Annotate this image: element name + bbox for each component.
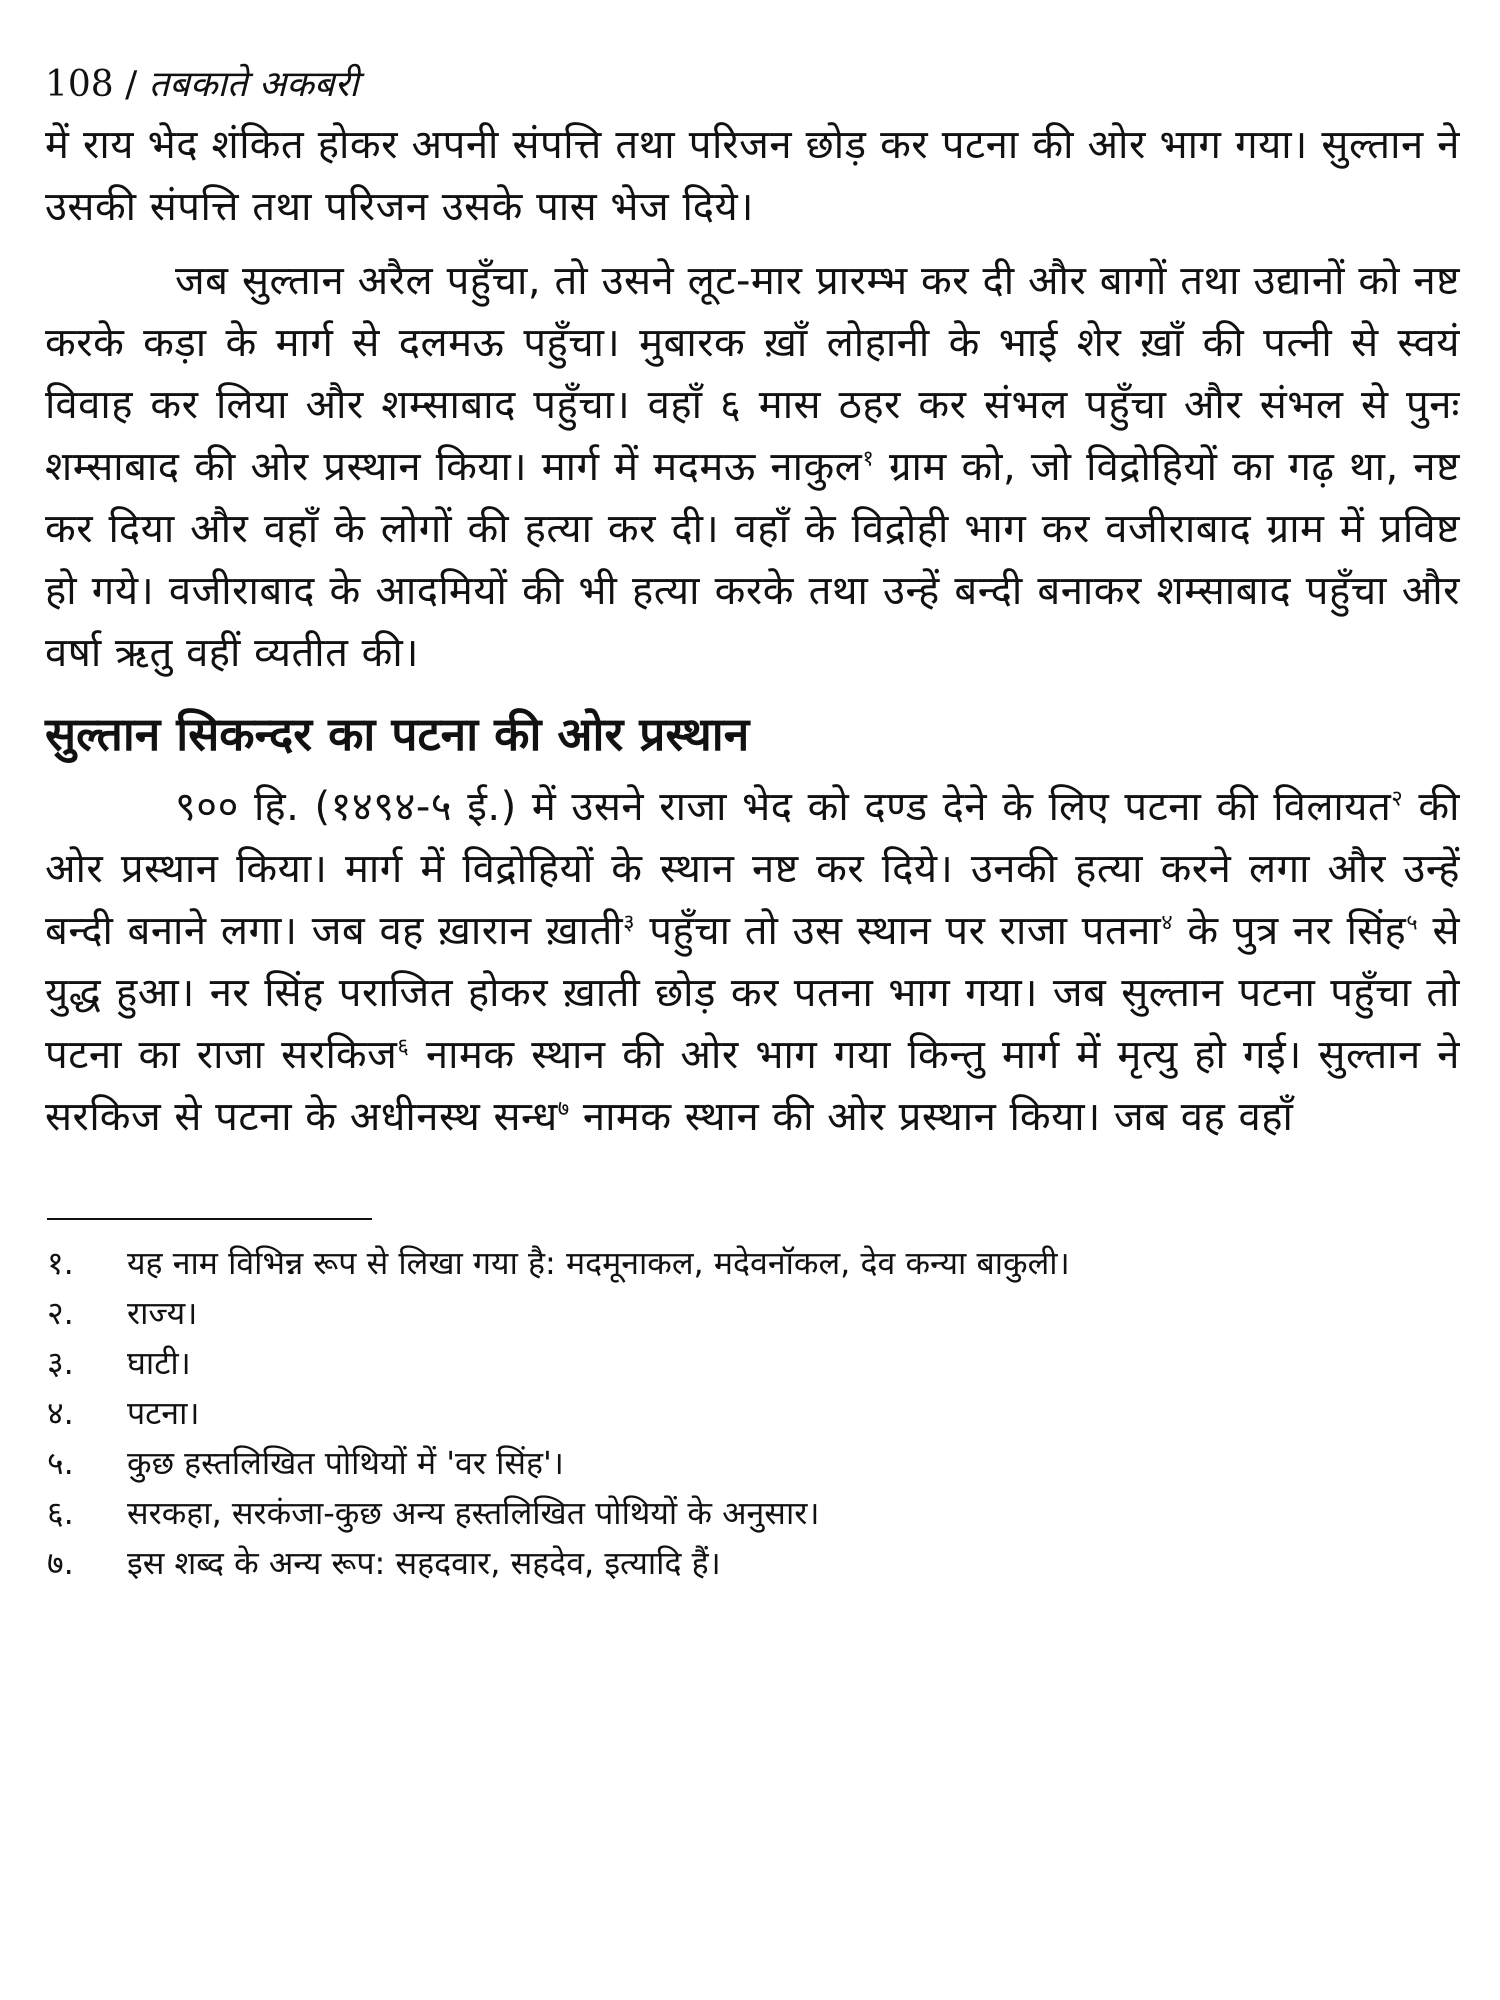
footnote-number: ३. [47, 1344, 74, 1382]
page-number: 108 [45, 64, 114, 105]
footnote-divider [47, 1218, 372, 1220]
book-title: तबकाते अकबरी [148, 64, 359, 105]
paragraph-sultan-arail [45, 250, 1460, 684]
paragraph-text: की ओर प्रस्थान किया। मार्ग में विद्रोहियों के स्थान नष्ट कर दिये। उनकी हत्या करने लगा और उन्हें बन्दी बनाने लगा। जब वह ख़ारान ख़ाती [45, 784, 1460, 954]
paragraph-text: नामक स्थान की ओर प्रस्थान किया। जब वह वहाँ [582, 1094, 1294, 1140]
paragraph-text: नामक स्थान की ओर भाग गया किन्तु मार्ग में मृत्यु हो गई। सुल्तान ने सरकिज से पटना के अधीनस्थ सन्ध [45, 1032, 1460, 1140]
footnote-number: ६. [47, 1494, 74, 1532]
footnote-number: ७. [47, 1544, 74, 1582]
footnote-item [45, 1288, 1460, 1338]
paragraph-text: ग्राम को, जो विद्रोहियों का गढ़ था, नष्ट कर दिया और वहाँ के लोगों की हत्या कर दी। वहाँ के विद्रोही भाग कर वजीराबाद ग्राम में प्रविष्ट हो गये। वजीराबाद के आदमियों की भी हत्या करके तथा उन्हें बन्दी बनाकर शम्साबाद पहुँचा और वर्षा ऋतु वहीं व्यतीत की। [45, 444, 1460, 676]
footnote-text: पटना। [127, 1394, 200, 1432]
paragraph-text: के पुत्र नर सिंह [1187, 908, 1407, 954]
footnote-marker: ३ [623, 910, 636, 936]
footnote-marker: २ [1391, 786, 1404, 812]
paragraph-continued: में राय भेद शंकित होकर अपनी संपत्ति तथा परिजन छोड़ कर पटना की ओर भाग गया। सुल्तान ने उसकी संपत्ति तथा परिजन उसके पास भेज दिये। [45, 122, 1460, 230]
footnote-item [45, 1538, 1460, 1588]
paragraph-text: जब सुल्तान अरैल पहुँचा, तो उसने लूट-मार प्रारम्भ कर दी और बागों तथा उद्यानों को नष्ट करके कड़ा के मार्ग से दलमऊ पहुँचा। मुबारक ख़ाँ लोहानी के भाई शेर ख़ाँ की पत्नी से स्वयं विवाह कर लिया और शम्साबाद पहुँचा। वहाँ ६ मास ठहर कर संभल पहुँचा और संभल से पुनः शम्साबाद की ओर प्रस्थान किया। मार्ग में मदमऊ नाकुल [45, 258, 1460, 490]
paragraph-text: ९०० हि. (१४९४-५ ई.) में उसने राजा भेद को दण्ड देने के लिए पटना की विलायत [175, 784, 1392, 830]
footnote-text: कुछ हस्तलिखित पोथियों में 'वर सिंह'। [127, 1444, 564, 1482]
footnote-item [45, 1388, 1460, 1438]
footnote-marker: ६ [397, 1034, 410, 1060]
paragraph-patna-campaign [45, 776, 1460, 1148]
footnote-text: सरकहा, सरकंजा-कुछ अन्य हस्तलिखित पोथियों के अनुसार। [127, 1494, 820, 1532]
footnote-number: ५. [47, 1444, 74, 1482]
footnotes-list [45, 1238, 1460, 1588]
footnote-number: २. [47, 1294, 74, 1332]
footnote-text: राज्य। [127, 1294, 198, 1332]
footnote-marker: ५ [1406, 910, 1419, 936]
footnote-marker: ७ [557, 1096, 570, 1122]
footnote-marker: ४ [1161, 910, 1174, 936]
book-page [45, 60, 1460, 1588]
footnote-text: घाटी। [127, 1344, 191, 1382]
running-header [45, 60, 1460, 110]
footnote-number: १. [47, 1244, 74, 1282]
footnote-text: इस शब्द के अन्य रूप: सहदवार, सहदेव, इत्यादि हैं। [127, 1544, 721, 1582]
footnote-item [45, 1488, 1460, 1538]
paragraph-text: पहुँचा तो उस स्थान पर राजा पतना [649, 908, 1162, 954]
footnote-item [45, 1338, 1460, 1388]
paragraph-text: से युद्ध हुआ। नर सिंह पराजित होकर ख़ाती छोड़ कर पतना भाग गया। जब सुल्तान पटना पहुँचा तो पटना का राजा सरकिज [45, 908, 1460, 1078]
section-heading: सुल्तान सिकन्दर का पटना की ओर प्रस्थान [45, 707, 750, 761]
header-separator: / [125, 64, 138, 105]
footnote-marker: १ [862, 446, 875, 472]
footnote-number: ४. [47, 1394, 74, 1432]
footnote-text: यह नाम विभिन्न रूप से लिखा गया है: मदमूनाकल, मदेवनॉकल, देव कन्या बाकुली। [127, 1244, 1070, 1282]
footnote-item [45, 1438, 1460, 1488]
footnote-item [45, 1238, 1460, 1288]
